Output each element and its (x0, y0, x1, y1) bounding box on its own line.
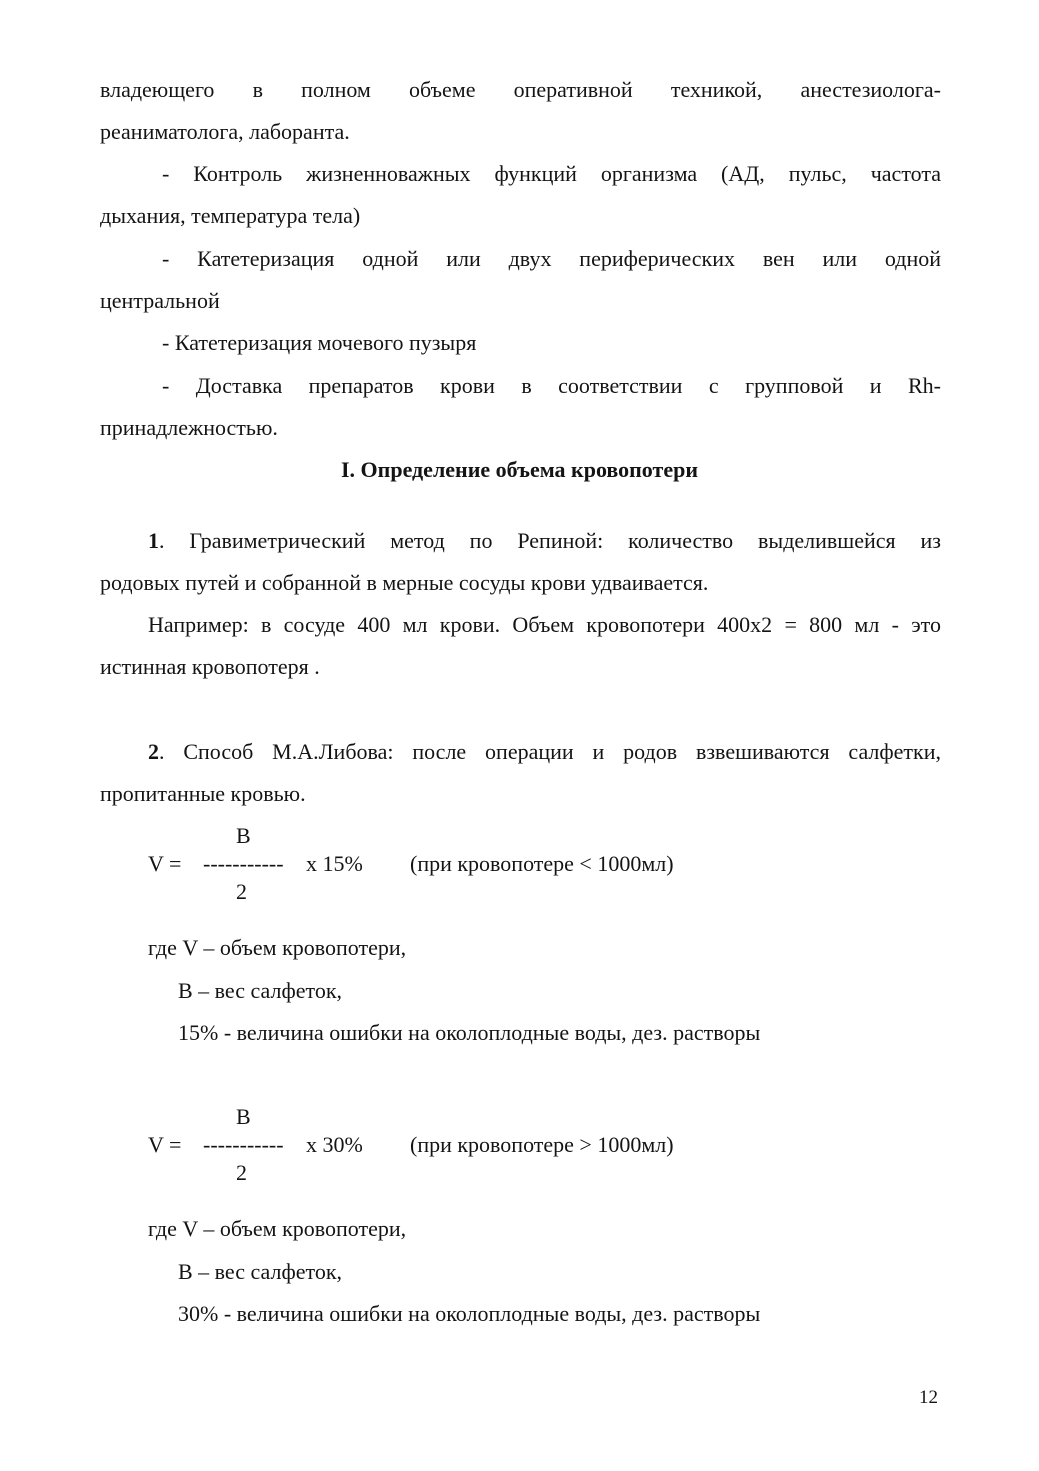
formula-2-lhs: V = (148, 1132, 182, 1157)
method-1-line-2: родовых путей и собранной в мерные сосуды крови удваивается. (100, 570, 709, 595)
formula-2-fraction-bar: ----------- (203, 1132, 284, 1157)
formula-2-def-v: где V – объем кровопотери, (148, 1216, 407, 1241)
formula-2-def-pct: 30% - величина ошибки на околоплодные воды, дез. растворы (178, 1301, 761, 1326)
formula-1-factor: x 15% (306, 851, 363, 876)
formula-2-def-b: B – вес салфеток, (178, 1259, 343, 1284)
formula-1-denominator: 2 (236, 879, 247, 904)
method-2-number: 2 (148, 739, 159, 764)
item-vital-functions-line-1: - Контроль жизненноважных функций организма (АД, пульс, частота (162, 161, 941, 186)
item-blood-delivery-line-1: - Доставка препаратов крови в соответствии с групповой и Rh- (162, 373, 941, 398)
item-vein-catheterization-line-1: - Катетеризация одной или двух периферических вен или одной (162, 246, 941, 271)
method-1-line-1 (148, 528, 941, 554)
item-blood-delivery-line-2: принадлежностью. (100, 415, 278, 440)
item-vital-functions-line-2: дыхания, температура тела) (100, 203, 361, 228)
formula-1-numerator: B (236, 823, 251, 848)
formula-1-def-b: B – вес салфеток, (178, 978, 343, 1003)
formula-2-factor: x 30% (306, 1132, 363, 1157)
item-bladder-catheterization: - Катетеризация мочевого пузыря (162, 330, 477, 355)
formula-1-def-v: где V – объем кровопотери, (148, 935, 407, 960)
section-heading: I. Определение объема кровопотери (340, 457, 699, 482)
formula-2-denominator: 2 (236, 1160, 247, 1185)
formula-2-condition: (при кровопотере > 1000мл) (410, 1132, 674, 1157)
formula-1-condition: (при кровопотере < 1000мл) (410, 851, 674, 876)
page-number: 12 (919, 1387, 938, 1408)
formula-1-def-pct: 15% - величина ошибки на околоплодные воды, дез. растворы (178, 1020, 761, 1045)
method-1-number: 1 (148, 528, 159, 553)
staff-line-2: реаниматолога, лаборанта. (100, 119, 350, 144)
formula-1-fraction-bar: ----------- (203, 851, 284, 876)
formula-1-lhs: V = (148, 851, 182, 876)
staff-line-1: владеющего в полном объеме оперативной техникой, анестезиолога- (100, 77, 941, 102)
formula-2-numerator: B (236, 1104, 251, 1129)
method-1-example-line-2: истинная кровопотеря . (100, 654, 320, 679)
method-1-example-line-1: Например: в сосуде 400 мл крови. Объем кровопотери 400х2 = 800 мл - это (148, 612, 941, 637)
item-vein-catheterization-line-2: центральной (100, 288, 220, 313)
method-2-text: . Способ М.А.Либова: после операции и родов взвешиваются салфетки, (159, 739, 941, 764)
method-2-line-2: пропитанные кровью. (100, 781, 306, 806)
method-1-text: . Гравиметрический метод по Репиной: количество выделившейся из (159, 528, 941, 553)
method-2-line-1 (148, 739, 941, 765)
